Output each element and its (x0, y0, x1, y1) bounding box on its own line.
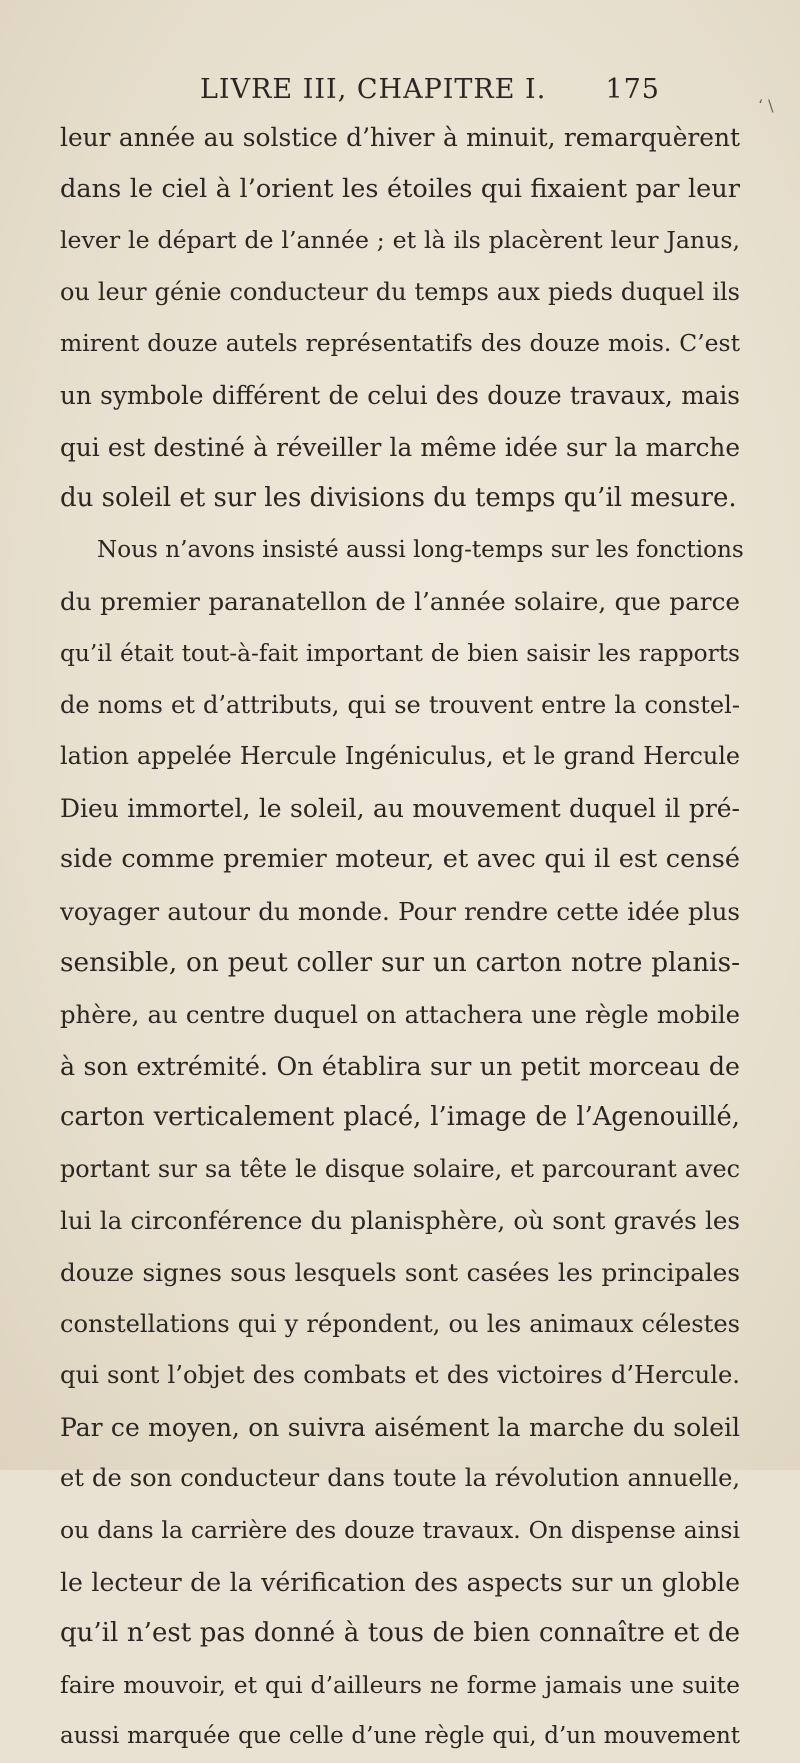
text-line: le lecteur de la vérification des aspects sur un globle (60, 1567, 740, 1597)
text-line: lever le départ de l’année ; et là ils placèrent leur Janus, (60, 226, 740, 255)
text-line: qui sont l’objet des combats et des victoires d’Hercule. (60, 1361, 740, 1390)
text-line: ou leur génie conducteur du temps aux pieds duquel ils (60, 277, 740, 306)
text-line: du premier paranatellon de l’année solaire, que parce (60, 587, 740, 617)
text-line: portant sur sa tête le disque solaire, et parcourant avec (60, 1154, 740, 1183)
text-line: mirent douze autels représentatifs des douze mois. C’est (60, 329, 740, 358)
text-line: aussi marquée que celle d’une règle qui, d’un mouvement (60, 1723, 740, 1750)
running-head (200, 74, 660, 114)
text-line: side comme premier moteur, et avec qui il est censé (60, 844, 740, 875)
running-title: LIVRE III, CHAPITRE I. (200, 74, 547, 105)
text-line: douze signes sous lesquels sont casées les principales (60, 1258, 740, 1288)
text-line: et de son conducteur dans toute la révolution annuelle, (60, 1464, 740, 1493)
text-line: voyager autour du monde. Pour rendre cette idée plus (60, 896, 740, 926)
text-line: à son extrémité. On établira sur un petit morceau de (60, 1051, 740, 1081)
text-line: lation appelée Hercule Ingéniculus, et le grand Hercule (60, 742, 740, 771)
text-line: Par ce moyen, on suivra aisément la marche du soleil (60, 1412, 740, 1442)
text-line: constellations qui y répondent, ou les animaux célestes (60, 1309, 740, 1338)
text-line: sensible, on peut coller sur un carton notre planis- (60, 947, 740, 978)
text-line: de noms et d’attributs, qui se trouvent entre la constel- (60, 690, 740, 719)
text-line: lui la circonférence du planisphère, où sont gravés les (60, 1206, 740, 1236)
page-number: 175 (605, 74, 660, 105)
margin-mark: ‘ \ (758, 96, 774, 115)
body-text (60, 112, 744, 1763)
text-line: qui est destiné à réveiller la même idée sur la marche (60, 432, 740, 462)
text-line: du soleil et sur les divisions du temps qu’il mesure. (60, 483, 737, 514)
text-line: leur année au solstice d’hiver à minuit, remarquèrent (60, 123, 740, 152)
text-line: un symbole différent de celui des douze travaux, mais (60, 380, 740, 410)
text-line: carton verticalement placé, l’image de l’Agenouillé, (60, 1102, 740, 1133)
text-line: faire mouvoir, et qui d’ailleurs ne forme jamais une suite (60, 1670, 740, 1699)
text-line: qu’il était tout-à-fait important de bien saisir les rapports (60, 639, 740, 667)
text-line: ou dans la carrière des douze travaux. On dispense ainsi (60, 1516, 740, 1545)
text-line: qu’il n’est pas donné à tous de bien connaître et de (60, 1618, 740, 1649)
text-line: Nous n’avons insisté aussi long-temps sur les fonctions (97, 536, 744, 563)
text-line: phère, au centre duquel on attachera une règle mobile (60, 1000, 740, 1030)
text-line: dans le ciel à l’orient les étoiles qui fixaient par leur (60, 173, 740, 204)
text-line: Dieu immortel, le soleil, au mouvement duquel il pré- (60, 793, 740, 823)
